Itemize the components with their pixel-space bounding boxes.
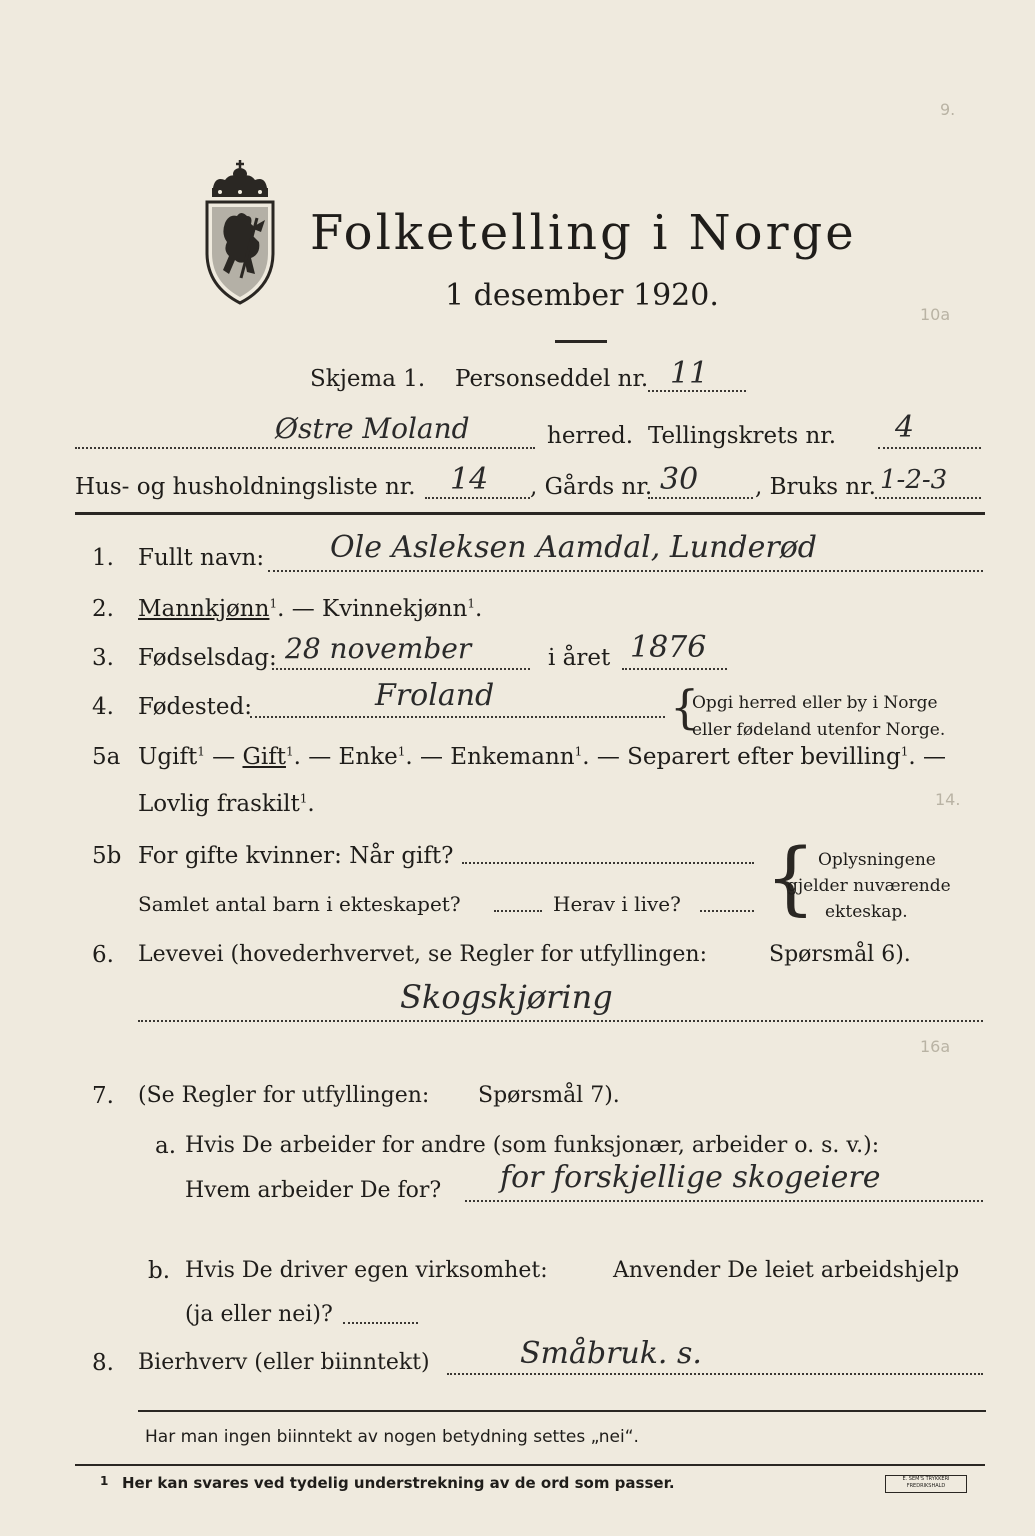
- personseddel-label: Personseddel nr.: [455, 366, 649, 392]
- q5b-number: 5b: [92, 843, 122, 869]
- side-income-label: Bierhverv (eller biinntekt): [138, 1350, 430, 1375]
- coat-of-arms-icon: [195, 158, 285, 308]
- census-date: 1 desember 1920.: [445, 278, 719, 313]
- tellingskrets-value[interactable]: 4: [895, 410, 915, 445]
- footnote-ref: 1: [397, 744, 406, 759]
- footer-divider: [138, 1410, 986, 1412]
- title-divider: [555, 340, 607, 343]
- q7b-letter: b.: [148, 1258, 171, 1284]
- married-when-label: For gifte kvinner: Når gift?: [138, 843, 454, 869]
- printer-stamp: E. SEM'S TRYKKERI FREDRIKSHALD: [885, 1475, 967, 1493]
- q7-label: (Se Regler for utfyllingen:: [138, 1083, 430, 1108]
- q3-label: Fødselsdag:: [138, 645, 277, 671]
- gender-separator: . —: [277, 596, 323, 622]
- bleed-through-text: 10a: [920, 305, 951, 324]
- birthday-field-line: [272, 668, 530, 670]
- bleed-through-text: 16a: [920, 1037, 951, 1056]
- q7b-text: Hvis De driver egen virksomhet:: [185, 1258, 548, 1283]
- footnote-ref: 1: [285, 744, 294, 759]
- children-total-field-line[interactable]: [494, 910, 542, 912]
- q4-number: 4.: [92, 694, 114, 720]
- marital-enke-option[interactable]: Enke: [338, 744, 398, 770]
- q8-number: 8.: [92, 1350, 114, 1376]
- occupation-value[interactable]: Skogskjøring: [400, 978, 613, 1016]
- marital-lovlig-option[interactable]: Lovlig fraskilt$^1$.: [138, 791, 315, 817]
- q5a-number: 5a: [92, 744, 121, 770]
- birthplace-note-1: Opgi herred eller by i Norge: [692, 693, 938, 713]
- footnote-ref: 1: [574, 744, 583, 759]
- children-total-label: Samlet antal barn i ekteskapet?: [138, 892, 461, 916]
- side-income-field-line: [447, 1373, 983, 1375]
- personseddel-value[interactable]: 11: [670, 356, 709, 391]
- marital-ugift-option[interactable]: Ugift: [138, 744, 198, 770]
- marital-enkemann-option[interactable]: Enkemann: [450, 744, 575, 770]
- q6-number: 6.: [92, 942, 114, 968]
- gender-male-option[interactable]: Mannkjønn: [138, 596, 270, 622]
- q3-number: 3.: [92, 645, 114, 671]
- footnote-ref: 1: [197, 744, 205, 759]
- footnote-ref: 1: [467, 596, 475, 611]
- birthplace-field-line: [250, 716, 665, 718]
- brace-icon: {: [765, 831, 816, 924]
- bleed-through-text: 9.: [940, 100, 956, 119]
- bruks-value[interactable]: 1-2-3: [880, 465, 948, 495]
- gards-value[interactable]: 30: [660, 462, 699, 497]
- q7-number: 7.: [92, 1083, 114, 1109]
- tellingskrets-label: Tellingskrets nr.: [648, 423, 837, 449]
- birth-year-value[interactable]: 1876: [630, 630, 707, 665]
- footnote-ref: 1: [900, 744, 909, 759]
- year-field-line: [622, 668, 727, 670]
- occupation-field-line: [138, 1020, 983, 1022]
- marriage-note-2: gjelder nuværende: [787, 876, 951, 896]
- employer-value[interactable]: for forskjellige skogeiere: [500, 1160, 881, 1195]
- marriage-note-1: Oplysningene: [818, 850, 936, 870]
- q7b-question: (ja eller nei)?: [185, 1302, 333, 1327]
- brace-icon: {: [670, 680, 700, 734]
- gender-female-option[interactable]: Kvinnekjønn: [322, 596, 468, 622]
- gards-field-line: [648, 497, 753, 499]
- birthplace-note-2: eller fødeland utenfor Norge.: [692, 720, 946, 740]
- q7b-field-line[interactable]: [343, 1322, 418, 1324]
- q7b-text-2: Anvender De leiet arbeidshjelp: [613, 1258, 960, 1283]
- herred-value[interactable]: Østre Moland: [275, 412, 470, 445]
- marital-lovlig-label[interactable]: Lovlig fraskilt: [138, 791, 300, 817]
- page-title: Folketelling i Norge: [310, 205, 857, 261]
- header-divider: [75, 512, 985, 515]
- gender-end: .: [474, 596, 483, 622]
- marital-gift-option[interactable]: Gift: [242, 744, 286, 770]
- q4-label: Fødested:: [138, 694, 253, 720]
- footnote-divider: [75, 1464, 985, 1466]
- marital-status-options[interactable]: Ugift$^1$ — Gift$^1$. — Enke$^1$. — Enkemann$^1$. — Separert efter bevilling$^1$. —: [138, 744, 946, 770]
- bleed-through-text: 14.: [935, 790, 961, 809]
- skjema-label: Skjema 1.: [310, 366, 426, 392]
- hus-label: Hus- og husholdningsliste nr.: [75, 474, 416, 500]
- q2-number: 2.: [92, 596, 114, 622]
- footnote-mark: 1: [100, 1474, 109, 1488]
- q1-number: 1.: [92, 545, 114, 571]
- footnote-ref: 1: [269, 596, 278, 611]
- bruks-label: , Bruks nr.: [755, 474, 876, 500]
- herred-field-line: [75, 447, 535, 449]
- gender-options[interactable]: [138, 596, 482, 622]
- q1-field-line: [268, 570, 983, 572]
- q7a-question: Hvem arbeider De for?: [185, 1178, 442, 1203]
- year-label: i året: [548, 645, 611, 671]
- footnote-ref: 1: [299, 791, 308, 806]
- footnote-text: Her kan svares ved tydelig understrekning av de ord som passer.: [122, 1474, 675, 1492]
- footer-note: Har man ingen biinntekt av nogen betydning settes „nei“.: [145, 1427, 639, 1447]
- children-alive-field-line[interactable]: [700, 910, 754, 912]
- marital-separert-option[interactable]: Separert efter bevilling: [627, 744, 901, 770]
- birthday-value[interactable]: 28 november: [285, 632, 472, 665]
- hus-value[interactable]: 14: [450, 462, 489, 497]
- children-alive-label: Herav i live?: [553, 892, 681, 916]
- full-name-value[interactable]: Ole Asleksen Aamdal, Lunderød: [330, 530, 817, 565]
- occupation-label: Levevei (hovederhvervet, se Regler for utfyllingen:: [138, 942, 708, 967]
- q1-label: Fullt navn:: [138, 545, 265, 571]
- occupation-ref: Spørsmål 6).: [769, 942, 911, 967]
- birthplace-value[interactable]: Froland: [375, 678, 495, 713]
- side-income-value[interactable]: Småbruk. s.: [520, 1336, 702, 1371]
- herred-label: herred.: [547, 423, 634, 449]
- married-when-field-line[interactable]: [462, 862, 754, 864]
- q7a-letter: a.: [155, 1133, 177, 1159]
- q7a-text: Hvis De arbeider for andre (som funksjonær, arbeider o. s. v.):: [185, 1133, 880, 1158]
- q7-ref: Spørsmål 7).: [478, 1083, 620, 1108]
- employer-field-line: [465, 1200, 983, 1202]
- marriage-note-3: ekteskap.: [825, 902, 908, 922]
- gards-label: , Gårds nr.: [530, 474, 653, 500]
- hus-field-line: [425, 497, 530, 499]
- tellingskrets-field-line: [878, 447, 981, 449]
- bruks-field-line: [875, 497, 981, 499]
